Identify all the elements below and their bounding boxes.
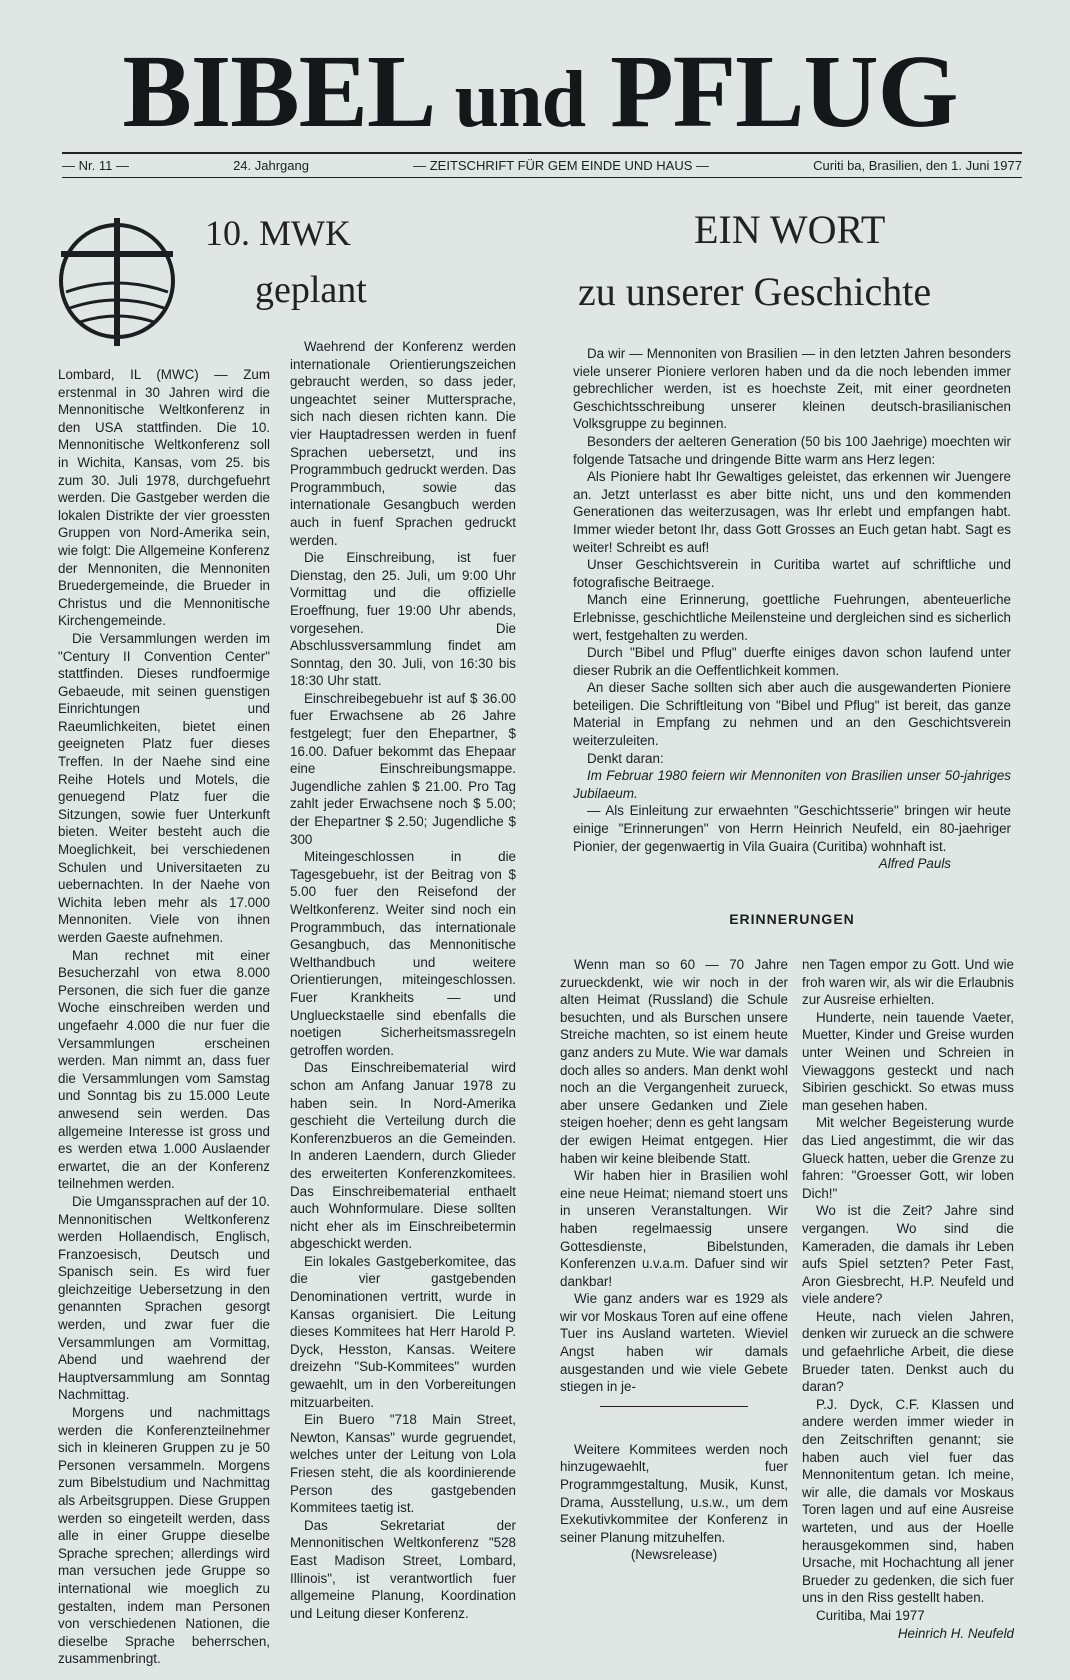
article1-col2-paragraph: Die Einschreibung, ist fuer Dienstag, den 25. Juli, um 9:00 Uhr Vormittag und die offizielle Eroeffnung, fuer 19:00 Uhr abends, vorgesehen. Die Abschlussversammlung findet am Sonntag, den 30. Juli, von 16:30 bis 18:30 Uhr statt.: [290, 550, 516, 689]
article3-columnB: [802, 956, 1014, 1666]
article2-paragraph: Manch eine Erinnerung, goettliche Fuehrungen, abenteuerliche Erlebnisse, geschichtliche Meilensteine und dergleichen sind es sicherlich wert, festgehalten zu werden.: [573, 592, 1011, 643]
article2-paragraph: Da wir — Mennoniten von Brasilien — in den letzten Jahren besonders viele unserer Pioniere verloren haben und da die noch lebenden immer gebrechlicher werden, ist es hoechste Zeit, mit einer geordneten Geschichtsschreibung unserer kleinen deutsch-brasilianischen Volksgruppe zu beginnen.: [573, 346, 1011, 432]
issue-place-date: Curiti ba, Brasilien, den 1. Juni 1977: [813, 158, 1022, 173]
article3-colB-paragraph: Heute, nach vielen Jahren, denken wir zurueck an die schwere und gefaehrliche Arbeit, die diese Brueder taten. Denkst auch du daran?: [802, 1308, 1014, 1395]
article1-col2-paragraph: Das Sekretariat der Mennonitischen Weltkonferenz "528 East Madison Street, Lombard, Illinois", ist verantwortlich fuer allgemeine Planung, Koordination und Leitung dieser Konferenz.: [290, 1517, 516, 1621]
article1-col2-paragraph: Das Einschreibematerial wird schon am Anfang Januar 1978 zu haben sein. In Nord-Amerika geschieht die Verteilung durch die Konferenzbueros an die Gemeinden. In anderen Laendern, durch Glieder des erweiterten Konferenzkomitees. Das Einschreibematerial enthaelt auch Wohnformulare. Diese sollten nicht eher als im Einschreibetermin abgeschickt werden.: [290, 1060, 516, 1252]
article2-body: [573, 345, 1011, 875]
article3-columnA: [560, 956, 788, 1666]
masthead-pflug: PFLUG: [610, 34, 958, 149]
article2-title-line2: zu unserer Geschichte: [578, 269, 932, 314]
article2-paragraph: An dieser Sache sollten sich aber auch die ausgewanderten Pioniere beteiligen. Die Schriftleitung von "Bibel und Pflug" ist bereit, das ganze Material in Empfang zu nehmen und an den Geschichtsverein weiterzuleiten.: [573, 680, 1011, 749]
article1-column2: [290, 338, 516, 1668]
article2-paragraph: — Als Einleitung zur erwaehnten "Geschichtsserie" bringen wir heute einige "Erinnerungen" von Herrn Heinrich Neufeld, ein 80-jaehriger Pionier, der gegenwaertig in Vila Guaira (Curitiba) wohnhaft ist.: [573, 803, 1011, 854]
article2-paragraph: Im Februar 1980 feiern wir Mennoniten von Brasilien unser 50-jahriges Jubilaeum.: [573, 768, 1011, 801]
article1-title-line1: 10. MWK: [205, 213, 351, 253]
article1-col1-paragraph: Die Umganssprachen auf der 10. Mennonitischen Weltkonferenz werden Hollaendisch, Englisch, Franzoesisch, Deutsch und Spanisch sein. Es wird fuer gleichzeitige Uebersetzung in den genannten Sprachen gesorgt werden, und zwar fuer die Versammlungen am Vormittag, Abend und waehrend der Hauptversammlung am Sonntag Nachmittag.: [58, 1193, 270, 1403]
article1-col3-paragraph: Weitere Kommitees werden noch hinzugewaehlt, fuer Programmgestaltung, Musik, Kunst, Drama, Ausstellung, u.s.w., um dem Exekutivkommitee der Konferenz in seiner Planung mitzuhelfen.: [560, 1441, 788, 1545]
article1-col2-paragraph: Miteingeschlossen in die Tagesgebuehr, ist der Beitrag von $ 5.00 fuer den Reisefond der Weltkonferenz. Weiter sind noch ein Programmbuch, das internationale Gesangbuch, das Mennonitische Welthandbuch und weitere Orientierungen, miteingeschlossen. Fuer Krankheits — und Unglueckstaelle sind ebenfalls die noetigen Sicherheitsmassregeln getroffen worden.: [290, 849, 516, 1058]
article3-colB-paragraph: P.J. Dyck, C.F. Klassen und andere werden immer wieder in den Zeitschriften genannt; sie haben auch viel fuer das Mennonitentum getan. Ich meine, wir alle, die damals vor Moskaus Toren lagen und auf eine Ausreise warteten, und aus der Hoelle herausgekommen sind, haben Ursache, mit Hochachtung all jener Brueder zu gedenken, die sich fuer uns in den Riss gestellt haben.: [802, 1396, 1014, 1606]
article1-col2-paragraph: Ein lokales Gastgeberkomitee, das die vier gastgebenden Denominationen vertritt, wurde in Kansas organisiert. Die Leitung dieses Kommitees hat Herr Harold P. Dyck, Hesston, Kansas. Weitere dreizehn "Sub-Kommitees" wurden gewaehlt, um in den Vorbereitungen mitzuarbeiten.: [290, 1253, 516, 1410]
issue-jahrgang: 24. Jahrgang: [233, 158, 309, 173]
article3-colB-paragraph: Wo ist die Zeit? Jahre sind vergangen. Wo sind die Kameraden, die damals ihr Leben aufs Spiel setzten? Peter Fast, Aron Giesbrecht, H.P. Neufeld und viele andere?: [802, 1203, 1014, 1307]
issue-line: [62, 158, 1022, 174]
article2-paragraph: Denkt daran:: [587, 750, 664, 766]
masthead-rule-top: [62, 152, 1022, 154]
article2-paragraph: Als Pioniere habt Ihr Gewaltiges geleistet, das erkennen wir Juengere an. Jetzt unterlasst es aber bitte nicht, uns und den kommenden Generationen das weiterzusagen, was Ihr erlebt und empfangen habt. Immer wieder betont Ihr, dass Gott Grosses an Euch getan habt. Sagt es weiter! Schreibt es auf!: [573, 469, 1011, 555]
masthead-rule-bottom: [62, 177, 1022, 178]
article2-paragraph: Durch "Bibel und Pflug" duerfte einiges davon schon laufend unter dieser Rubrik an die Oeffentlichkeit kommen.: [573, 645, 1011, 678]
article1-col1-paragraph: Lombard, IL (MWC) — Zum erstenmal in 30 Jahren wird die Mennonitische Weltkonferenz in den USA stattfinden. Die 10. Mennonitische Weltkonferenz soll in Wichita, Kansas, vom 25. bis zum 30. Juli 1978, durchgefuehrt werden. Die Gastgeber werden die lokalen Distrikte der vier groessten Gruppen von Nord-Amerika sein, wie folgt: Die Allgemeine Konferenz der Mennoniten, die Mennoniten Bruedergemeinde, die Brueder in Christus und die Mennonitische Kirchengemeinde.: [58, 367, 270, 629]
article2-title-line1: EIN WORT: [694, 207, 886, 252]
article1-column1: [58, 366, 270, 1666]
masthead-und: und: [454, 56, 586, 144]
article1-col2-paragraph: Waehrend der Konferenz werden internationale Orientierungszeichen gebraucht werden, so dass jeder, ungeachtet seiner Muttersprache, sich nach diesen richten kann. Die vier Hauptadressen werden in fuenf Sprachen uebersetzt, und ins Programmbuch gedruckt werden. Das Programmbuch, sowie das internationale Gesangbuch werden auch in fuenf Sprachen gedruckt werden.: [290, 339, 516, 548]
article3-colB-paragraph: Mit welcher Begeisterung wurde das Lied angestimmt, die wir das Glueck hatten, ueber die Grenze zu fahren: "Groesser Gott, wir loben Dich!": [802, 1115, 1014, 1201]
masthead-bibel: BIBEL: [122, 34, 430, 149]
article1-title-line2: geplant: [255, 269, 367, 311]
article1-col2-paragraph: Ein Buero "718 Main Street, Newton, Kansas" wurde gegruendet, welches unter der Leitung von Lola Friesen steht, die als koordinierende Person des gastgebenden Kommitees taetig ist.: [290, 1412, 516, 1516]
article1-col1-paragraph: Man rechnet mit einer Besucherzahl von etwa 8.000 Personen, die sich fuer die ganze Woche einschreiben werden und ungefaehr 4.000 die nur fuer die Versammlungen erscheinen werden. Man nimmt an, dass fuer die Versammlungen vom Samstag und Sonntag bis zu 15.000 Leute anwesend sein werden. Das allgemeine Interesse ist gross und es werden etwa 1.000 Auslaender erwartet, die an der Konferenz teilnehmen werden.: [58, 947, 270, 1192]
article1-source: (Newsrelease): [630, 1547, 718, 1563]
article2-author: Alfred Pauls: [878, 856, 951, 872]
article2-paragraph: Besonders der aelteren Generation (50 bis 100 Jaehrige) moechten wir folgende Tatsache und dringende Bitte warm ans Herz legen:: [573, 433, 1011, 467]
article3-colB-paragraph: Hunderte, nein tauende Vaeter, Muetter, Kinder und Greise wurden unter Weinen und Schreien in Viewaggons gesteckt und nach Sibirien geschickt. So etwas muss man gesehen haben.: [802, 1009, 1014, 1113]
article3-colB-paragraph: nen Tagen empor zu Gott. Und wie froh waren wir, als wir die Erlaubnis zur Ausreise erhielten.: [802, 957, 1014, 1008]
article3-title: ERINNERUNGEN: [729, 911, 855, 927]
divider: [600, 1406, 748, 1407]
issue-number: — Nr. 11 —: [62, 158, 129, 173]
article3-colA-paragraph: Wie ganz anders war es 1929 als wir vor Moskaus Toren auf eine offene Tuer ins Ausland warteten. Wieviel Angst haben wir damals ausgestanden und wie viele Gebete stiegen in je-: [560, 1291, 788, 1395]
article3-heading: [573, 910, 1011, 934]
article1-col1-paragraph: Die Versammlungen werden im "Century II Convention Center" stattfinden. Dieses rundfoermige Gebaeude, mit seinen guenstigen Einrichtungen und Raeumlichkeiten, bietet einen geeigneten Platz fuer dieses Treffen. In der Naehe sind eine Reihe Hotels und Motels, die genuegend Platz fuer die Sitzungen, sowie fuer Unterkunft bieten. Weiter besteht auch die Moeglichkeit, bei verschiedenen Schulen und Universitaeten zu uebernachten. In der Naehe von Wichita leben mehr als 17.000 Mennoniten. Viele von ihnen werden Gaeste aufnehmen.: [58, 630, 270, 945]
article3-colA-paragraph: Wir haben hier in Brasilien wohl eine neue Heimat; niemand stoert uns in unseren Veranstaltungen. Wir haben regelmaessig unsere Gottesdienste, Bibelstunden, Konferenzen u.v.a.m. Dafuer sind wir dankbar!: [560, 1168, 788, 1289]
issue-zeitschrift: — ZEITSCHRIFT FÜR GEM EINDE UND HAUS —: [413, 158, 709, 173]
article3-place-date: Curitiba, Mai 1977: [816, 1607, 925, 1623]
globe-cross-logo-icon: [56, 214, 178, 349]
article1-col1-paragraph: Morgens und nachmittags werden die Konferenzteilnehmer sich in kleineren Gruppen zu je 50 Personen versammeln. Morgens zum Bibelstudium und Nachmittag als Arbeitsgruppen. Diese Gruppen werden so eingeteilt werden, dass alle in einer Gruppe dieselbe Sprache sprechen; allerdings wird man versuchen jede Gruppe so international wie moeglich zu gestalten, indem man Personen von verschiedenen Nationen, die dieselbe Sprache beherrschen, zusammenbringt.: [58, 1405, 270, 1666]
article2-paragraph: Unser Geschichtsverein in Curitiba wartet auf schriftliche und fotografische Beitraege.: [573, 557, 1011, 590]
article3-colA-paragraph: Wenn man so 60 — 70 Jahre zurueckdenkt, wie wir noch in der alten Heimat (Russland) die Schule besuchten, und als Burschen unsere Streiche machten, so ist einem heute ganz anders zu Mute. Wie war damals doch alles so anders. Man denkt wohl noch an die Vergangenheit zurueck, aber unsere Gedanken und Ziele steigen hoeher; denn es geht langsam der ewigen Heimat entgegen. Hier haben wir keine bleibende Statt.: [560, 957, 788, 1166]
article1-col2-paragraph: Einschreibegebuehr ist auf $ 36.00 fuer Erwachsene ab 26 Jahre festgelegt; fuer den Ehepartner, $ 16.00. Dafuer bekommt das Ehepaar eine Einschreibungsmappe. Jugendliche zahlen $ 21.00. Pro Tag zahlt jeder Erwachsene noch $ 5.00; der Ehepartner $ 2.50; Jugendliche $ 300: [290, 690, 516, 847]
article3-author: Heinrich H. Neufeld: [897, 1625, 1014, 1641]
masthead: [60, 36, 1020, 156]
